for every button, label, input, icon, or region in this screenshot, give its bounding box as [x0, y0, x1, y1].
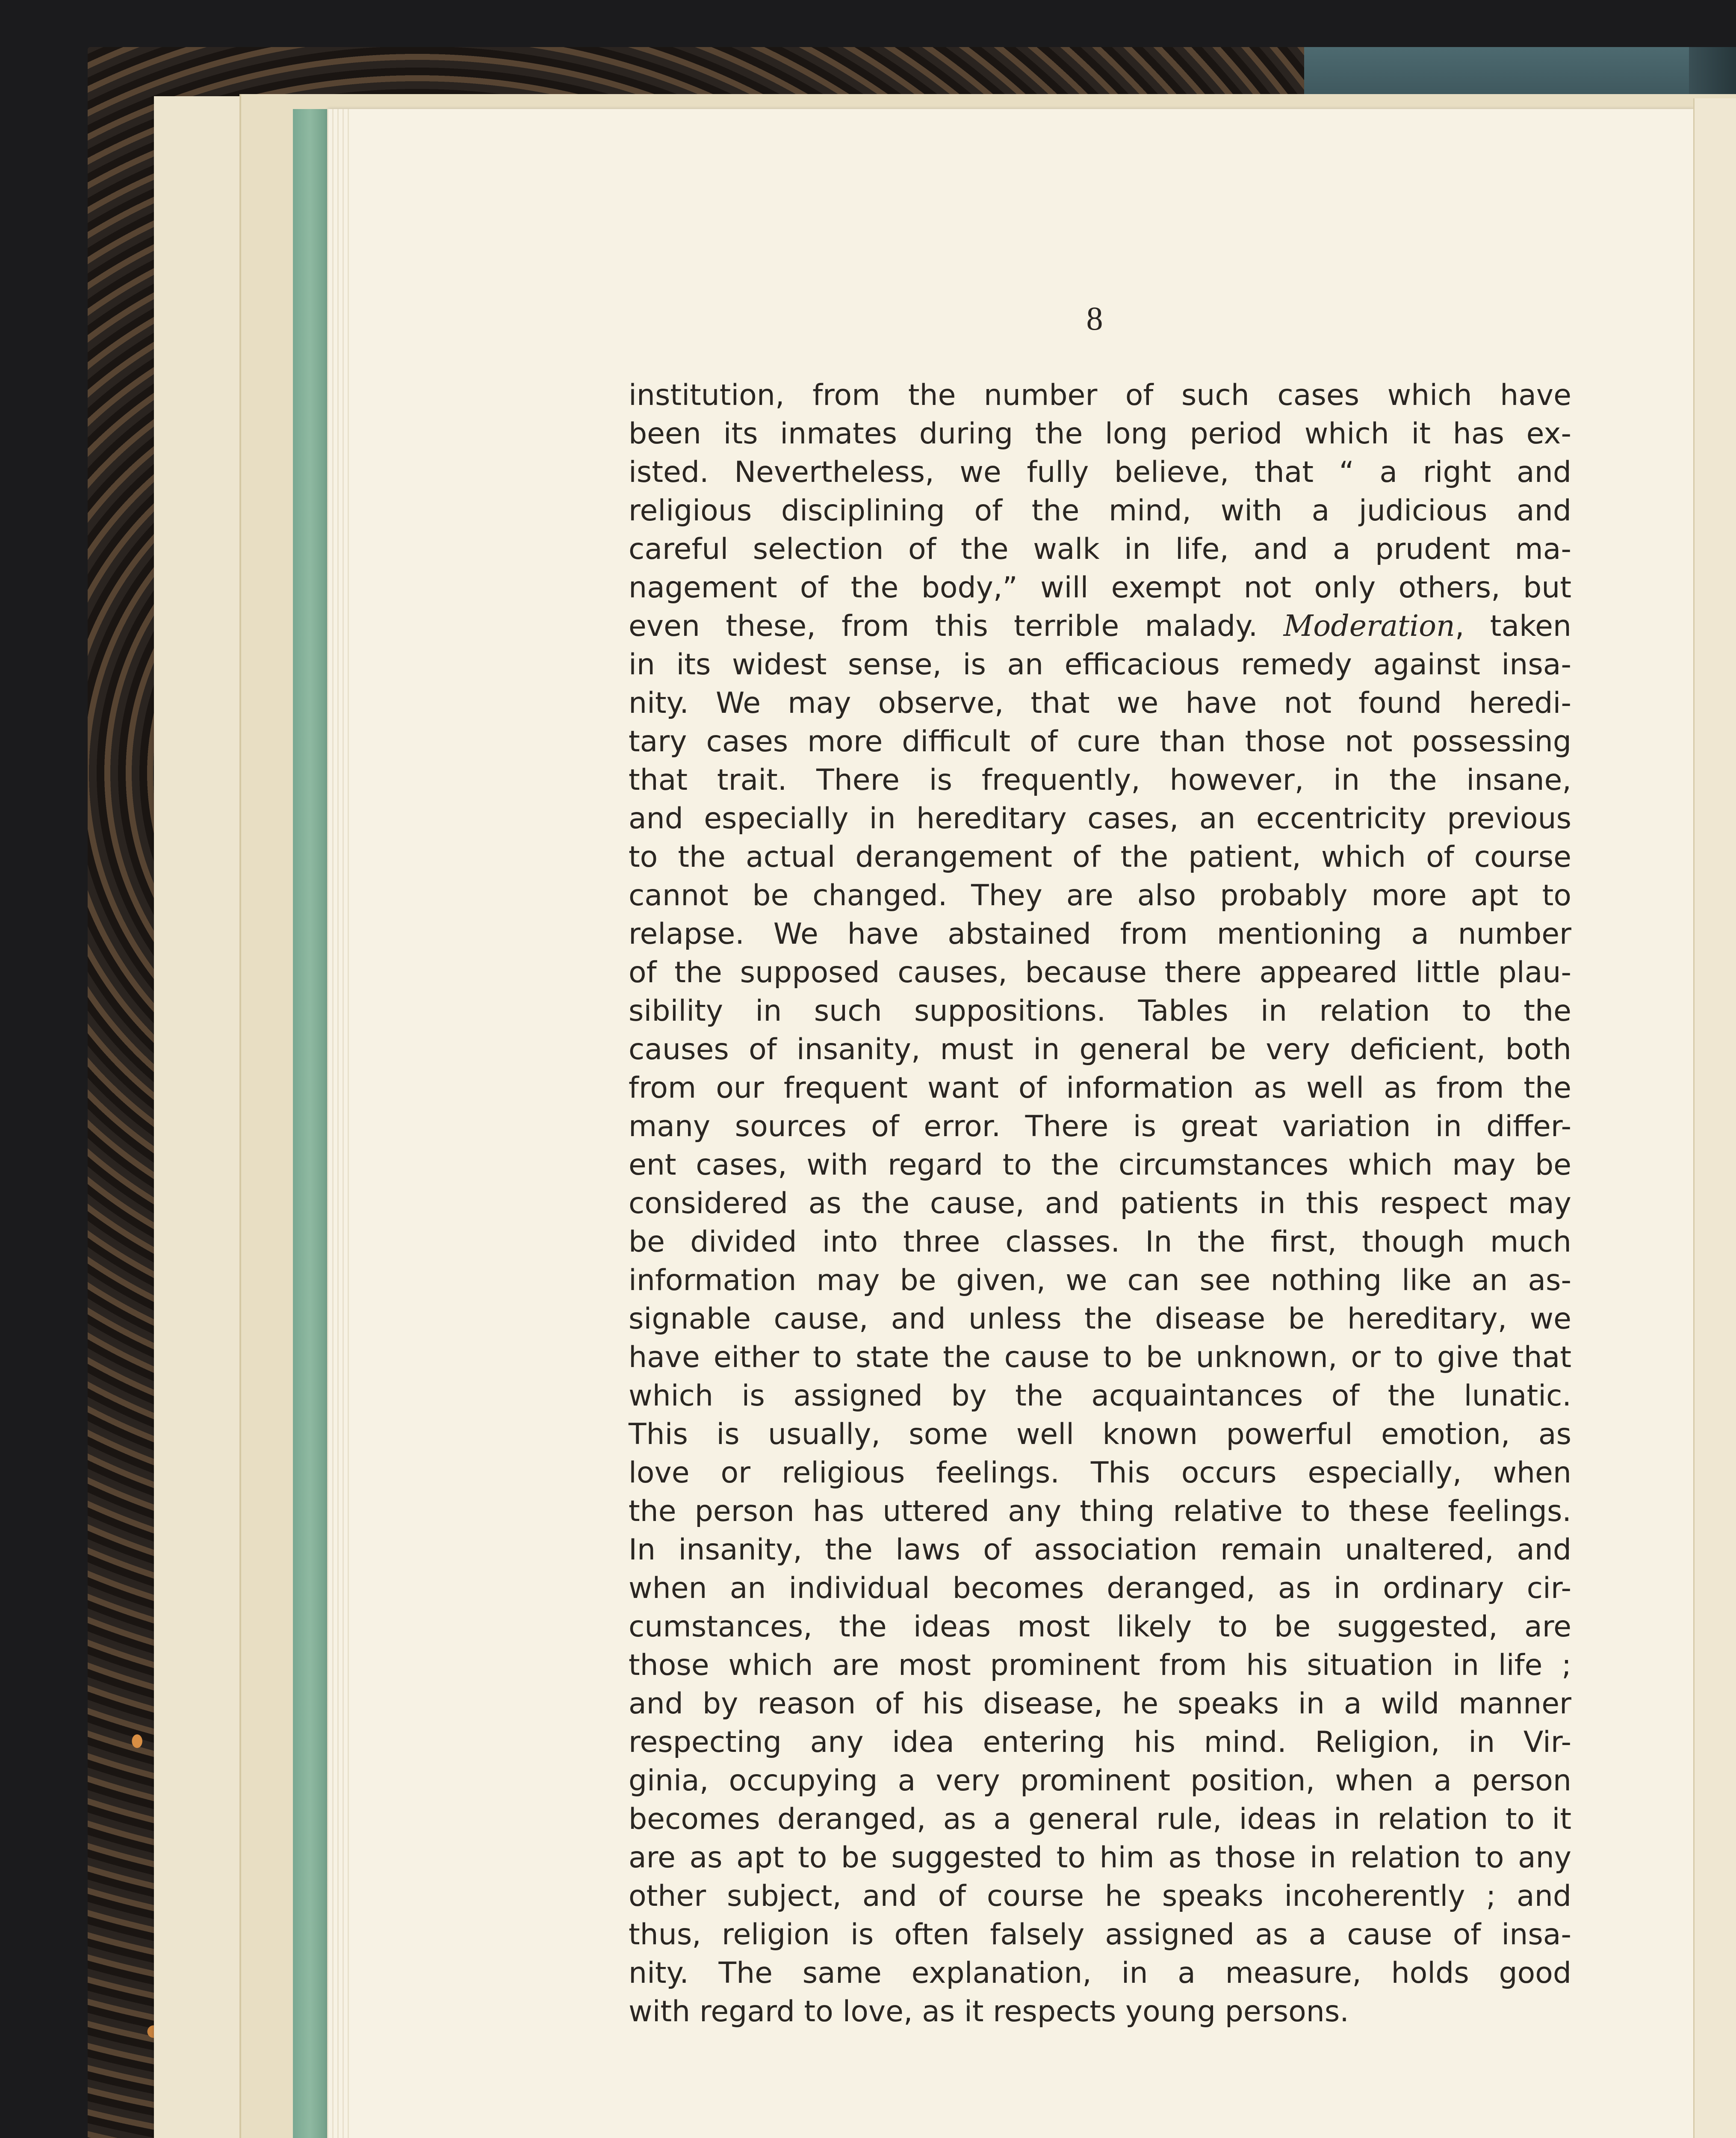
text-line: religious disciplining of the mind, with a judicious and [629, 494, 1571, 528]
text-line: respecting any idea entering his mind. Religion, in Vir- [629, 1725, 1571, 1759]
text-line: causes of insanity, must in general be very deficient, both [629, 1033, 1571, 1066]
text-line: thus, religion is often falsely assigned as a cause of insa- [629, 1918, 1571, 1952]
text-line: with regard to love, as it respects young persons. [629, 1995, 1349, 2029]
text-line: nagement of the body,” will exempt not only others, but [629, 571, 1571, 605]
green-tissue-strip [293, 109, 327, 2138]
text-line: in its widest sense, is an efficacious remedy against insa- [629, 648, 1571, 682]
page-gutter [327, 109, 353, 2138]
text-line: isted. Nevertheless, we fully believe, that “ a right and [629, 455, 1571, 489]
body-text [629, 376, 1571, 2031]
text-line: that trait. There is frequently, however, in the insane, [629, 763, 1571, 797]
text-line: love or religious feelings. This occurs especially, when [629, 1456, 1571, 1490]
cloth-spine [1304, 47, 1736, 98]
text-line: are as apt to be suggested to him as those in relation to any [629, 1841, 1571, 1875]
text-line: which is assigned by the acquaintances of the lunatic. [629, 1379, 1571, 1413]
text-line: those which are most prominent from his situation in life ; [629, 1648, 1571, 1682]
text-line: cannot be changed. They are also probably more apt to [629, 879, 1571, 912]
text-line: nity. We may observe, that we have not found heredi- [629, 686, 1571, 720]
text-line: cumstances, the ideas most likely to be suggested, are [629, 1610, 1571, 1644]
text-line: institution, from the number of such cases which have [629, 378, 1571, 412]
text-line: and especially in hereditary cases, an eccentricity previous [629, 802, 1571, 836]
text-line: This is usually, some well known powerful emotion, as [629, 1417, 1571, 1451]
text-line: from our frequent want of information as well as from the [629, 1071, 1571, 1105]
page-number: 8 [1086, 300, 1103, 337]
text-line: been its inmates during the long period which it has ex- [629, 417, 1571, 451]
text-line: the person has uttered any thing relative to these feelings. [629, 1494, 1571, 1528]
text-line: to the actual derangement of the patient, which of course [629, 840, 1571, 874]
text-line: have either to state the cause to be unknown, or to give that [629, 1341, 1571, 1374]
text-line: and by reason of his disease, he speaks in a wild manner [629, 1687, 1571, 1721]
text-line: even these, from this terrible malady. Moderation, taken [629, 609, 1571, 643]
text-line: be divided into three classes. In the first, though much [629, 1225, 1571, 1259]
text-line: ent cases, with regard to the circumstances which may be [629, 1148, 1571, 1182]
text-line: of the supposed causes, because there appeared little plau- [629, 956, 1571, 989]
text-line: information may be given, we can see nothing like an as- [629, 1264, 1571, 1297]
text-line: careful selection of the walk in life, and a prudent ma- [629, 532, 1571, 566]
text-line: nity. The same explanation, in a measure, holds good [629, 1956, 1571, 1990]
text-line: considered as the cause, and patients in this respect may [629, 1187, 1571, 1220]
text-line: when an individual becomes deranged, as in ordinary cir- [629, 1571, 1571, 1605]
text-line: other subject, and of course he speaks incoherently ; and [629, 1879, 1571, 1913]
emphasis-word: Moderation [1283, 609, 1455, 643]
text-line: ginia, occupying a very prominent position, when a person [629, 1764, 1571, 1798]
facing-page-edge [1693, 98, 1736, 2138]
text-line: many sources of error. There is great variation in differ- [629, 1110, 1571, 1143]
text-line: tary cases more difficult of cure than those not possessing [629, 725, 1571, 759]
text-line: In insanity, the laws of association remain unaltered, and [629, 1533, 1571, 1567]
text-line: signable cause, and unless the disease be hereditary, we [629, 1302, 1571, 1336]
text-line: becomes deranged, as a general rule, ideas in relation to it [629, 1802, 1571, 1836]
text-line: sibility in such suppositions. Tables in relation to the [629, 994, 1571, 1028]
text-line: relapse. We have abstained from mentioning a number [629, 917, 1571, 951]
